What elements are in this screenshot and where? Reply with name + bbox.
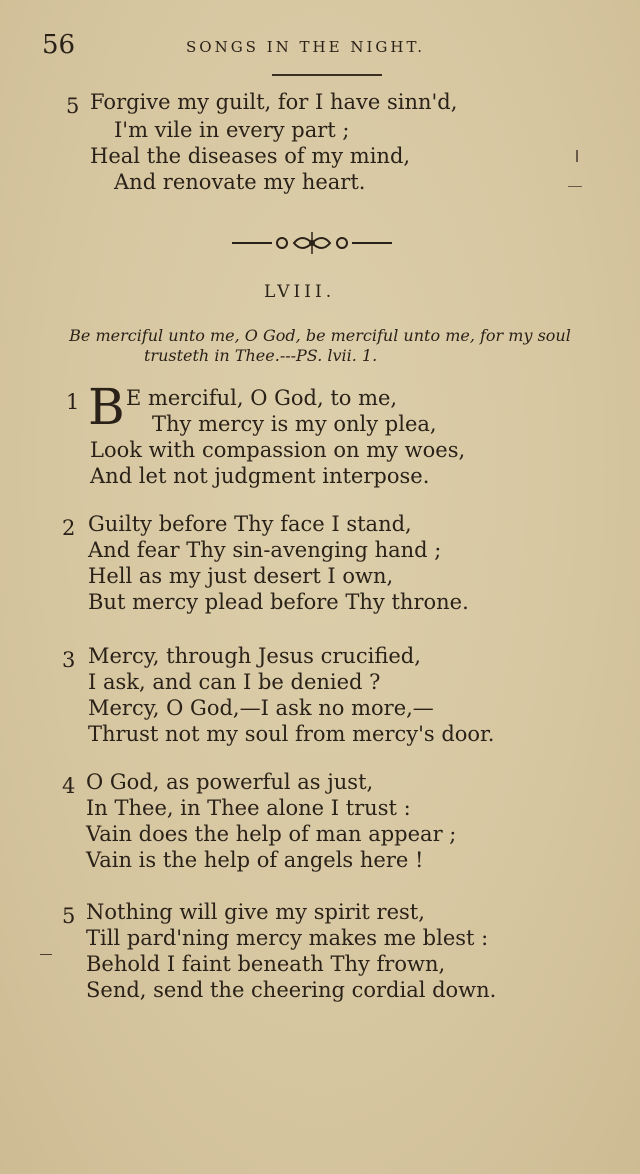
verse-line: Forgive my guilt, for I have sinn'd, — [90, 90, 458, 114]
decorative-ornament-icon — [232, 230, 392, 256]
verse-line: Look with compassion on my woes, — [90, 438, 466, 462]
verse-line: O God, as powerful as just, — [86, 770, 374, 794]
verse-number: 5 — [66, 94, 80, 118]
verse-line: I'm vile in every part ; — [114, 118, 350, 142]
verse-line: And fear Thy sin-avenging hand ; — [88, 538, 442, 562]
verse-line: Heal the diseases of my mind, — [90, 144, 411, 168]
verse-line: Mercy, through Jesus crucified, — [88, 644, 421, 668]
epigraph-line-1: Be merciful unto me, O God, be merciful unto me, for my soul — [69, 326, 571, 345]
verse-line: Vain is the help of angels here ! — [86, 848, 424, 872]
verse-line: Nothing will give my spirit rest, — [86, 900, 425, 924]
header-rule — [272, 74, 382, 76]
page-number: 56 — [42, 30, 76, 60]
verse-line: Vain does the help of man appear ; — [86, 822, 457, 846]
epigraph-line-2: trusteth in Thee.---PS. lvii. 1. — [144, 346, 378, 365]
hymn-number: LVIII. — [264, 282, 336, 302]
drop-capital: B — [88, 378, 125, 436]
verse-line: I ask, and can I be denied ? — [88, 670, 381, 694]
verse-number: 5 — [62, 904, 76, 928]
running-title: SONGS IN THE NIGHT. — [186, 38, 426, 56]
verse-line: And let not judgment interpose. — [90, 464, 430, 488]
verse-number: 1 — [66, 390, 80, 414]
verse-line: Hell as my just desert I own, — [88, 564, 394, 588]
verse-number: 3 — [62, 648, 76, 672]
verse-line: And renovate my heart. — [114, 170, 366, 194]
page-header — [0, 30, 640, 70]
verse-line: Mercy, O God,—I ask no more,— — [88, 696, 434, 720]
verse-line: Guilty before Thy face I stand, — [88, 512, 412, 536]
verse-line: Till pard'ning mercy makes me blest : — [86, 926, 489, 950]
verse-line: In Thee, in Thee alone I trust : — [86, 796, 411, 820]
verse-line: But mercy plead before Thy throne. — [88, 590, 469, 614]
verse-number: 2 — [62, 516, 76, 540]
verse-line: Behold I faint beneath Thy frown, — [86, 952, 446, 976]
verse-line: Thrust not my soul from mercy's door. — [88, 722, 495, 746]
verse-line: E merciful, O God, to me, — [126, 386, 398, 410]
verse-line: Thy mercy is my only plea, — [152, 412, 437, 436]
verse-line: Send, send the cheering cordial down. — [86, 978, 497, 1002]
verse-number: 4 — [62, 774, 76, 798]
